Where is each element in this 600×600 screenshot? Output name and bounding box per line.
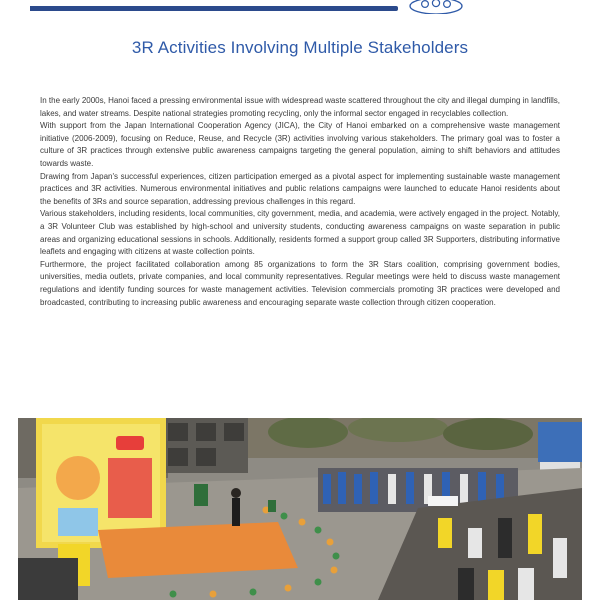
paragraph-5: Furthermore, the project facilitated collaboration among 85 organizations to form the 3R Stars coalition, comprising government bodies, universities, media outlets, private companies, and local community representatives. Regular meetings were held to discuss waste management regulations and identify funding sources for waste management activities. Television commercials promoting 3R practices were developed and broadcasted, contributing to increasing public awareness and encouraging separate waste collection through citizen cooperation. <box>40 259 560 307</box>
people-group-icon <box>408 0 464 14</box>
paragraph-4: Various stakeholders, including residents, local communities, city government, media, and academia, were actively engaged in the project. Notably, a 3R Volunteer Club was established by high-school and university students, conducting awareness campaigns on waste separation in public areas and organizing educational sessions in schools. Additionally, residents formed a support group called 3R Supporters, distributing informative leaflets and engaging with citizens at waste collection points. <box>40 209 560 257</box>
paragraph-3: Drawing from Japan's successful experiences, citizen participation emerged as a pivotal aspect for implementing sustainable waste management practices and 3R activities. Numerous environmental initiatives and public relations campaigns were launched to educate Hanoi residents about the benefits of 3Rs and source separation, addressing previous challenges in this regard. <box>40 171 560 206</box>
paragraph-1: In the early 2000s, Hanoi faced a pressing environmental issue with widespread waste scattered throughout the city and illegal dumping in landfills, lakes, and water streams. Despite national strategies promoting recycling, only the informal sector engaged in recyclables collection. <box>40 96 560 118</box>
page-title: 3R Activities Involving Multiple Stakeholders <box>131 38 469 57</box>
article-body <box>40 95 560 309</box>
paragraph-2: With support from the Japan International Cooperation Agency (JICA), the City of Hanoi embarked on a comprehensive waste management initiative (2006-2009), focusing on Reduce, Reuse, and Recycle (3R) activities involving various stakeholders. The primary goal was to foster a culture of 3R practices through extensive public awareness campaigns targeting the general population, aiming to shift behaviors and attitudes towards waste. <box>40 121 560 168</box>
header-accent-bar <box>30 6 398 11</box>
event-photo <box>18 418 582 600</box>
